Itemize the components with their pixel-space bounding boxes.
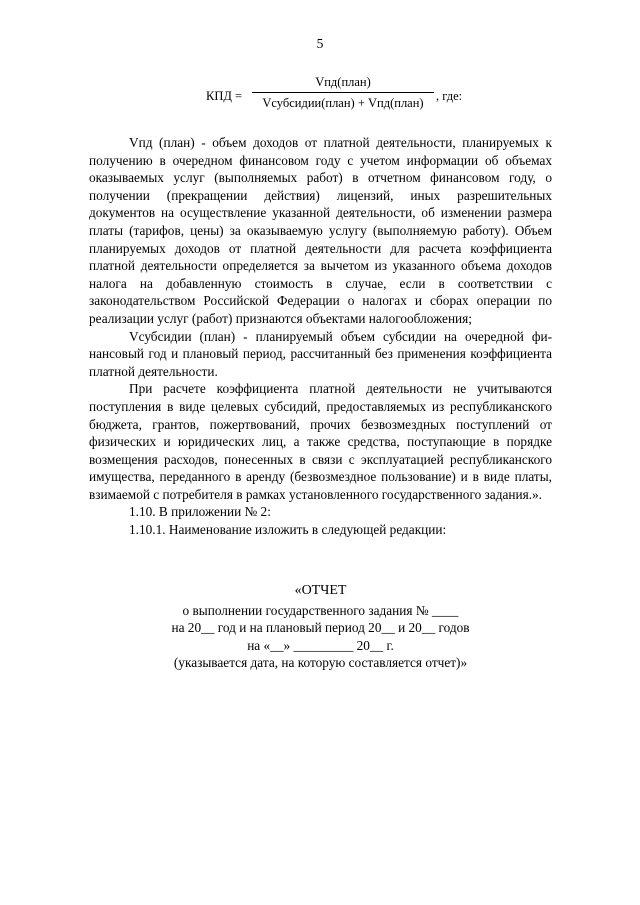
page-number: 5 [316,36,324,51]
formula-fraction [252,74,434,111]
paragraph-exclusions: При расчете коэффициента платной деятельности не учитываются поступления в виде целевых субсидий, предоставляемых из республиканского бюджета, грантов, пожертвований, прочих безвозмездных поступлений от физических и юридических лиц, а также средства, поступающие в порядке возмещения расходов, понесенных в связи с эксплуатацией республиканского имущества, переданного в аренду (безвозмездное пользование) и в виде платы, взимаемой с потребителя в рамках установленного государственного задания.». [89,381,552,502]
paragraph-item-1-10: 1.10. В приложении № 2: [129,504,271,520]
body-text [89,134,552,539]
paragraph-vpd-definition: Vпд (план) - объем доходов от платной деятельности, планируемых к получению в очередном финансовом году с учетом информации об объемах оказываемых услуг (выполняемых работ) в отчетном финансовом году, о получении (прекращении действия) лицензий, иных разрешительных документов на осуществление указанной деятельности, об изменении размера платы (тарифов, цены) за оказываемую услугу (выполняемую работу). Объем планируемых доходов от платной деятельности для расчета коэффициента платной деятельности определяется за вычетом из указанного объема доходов налога на добавленную стоимость в случае, если в соответствии с законодательством Российской Федерации о налогах и сборах операции по реализации услуг (работ) признаются объектами налогообложения; [89,135,552,326]
report-title-block [89,582,552,672]
report-subtitle-period: на 20__ год и на плановый период 20__ и 20__ годов [171,620,470,636]
report-subtitle-date: на «__» _________ 20__ г. [247,637,394,653]
fraction-bar [252,92,434,93]
kpd-formula [0,74,640,124]
paragraph-vsubsidy-definition: Vсубсидии (план) - планируемый объем субсидии на очередной финансовый год и плановый период, рассчитанный без применения коэффициента платной деятельности. [89,328,552,379]
report-title: «ОТЧЕТ [294,583,347,598]
formula-numerator: Vпд(план) [315,75,371,89]
formula-tail: , где: [436,89,463,103]
report-subtitle-note: (указывается дата, на которую составляется отчет)» [173,655,468,671]
formula-lhs: КПД = [206,89,243,103]
report-subtitle-assignment: о выполнении государственного задания № ____ [182,602,459,618]
paragraph-item-1-10-1: 1.10.1. Наименование изложить в следующей редакции: [129,522,447,538]
formula-denominator: Vсубсидии(план) + Vпд(план) [262,96,424,110]
